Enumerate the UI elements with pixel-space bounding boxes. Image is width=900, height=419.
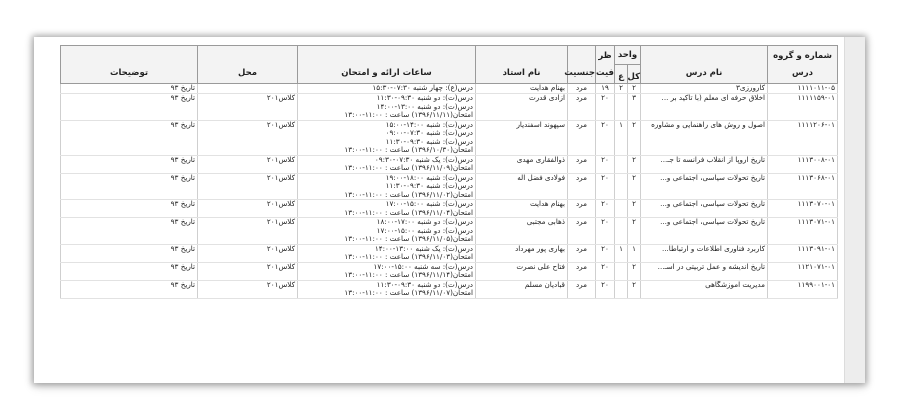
units-total-cell: ۲ (628, 262, 641, 280)
course-code-cell: ۱۱۱۳۰۹۱-۰۱ (768, 244, 838, 262)
location-cell: کلاس۲۰۱ (198, 120, 298, 155)
course-name-cell: مدیریت آموزشگاهی (641, 280, 768, 298)
location-cell (198, 84, 298, 94)
schedule-cell (298, 200, 476, 218)
schedule-line: درس(ت): شنبه ۱۴:۰۰-۱۵:۰۰ (385, 120, 473, 129)
schedule-line: درس(ت): دو شنبه ۱۵:۰۰-۱۷:۰۰ (376, 225, 473, 235)
units-total-cell: ۲ (628, 155, 641, 173)
vertical-scrollbar-track[interactable] (844, 37, 865, 383)
gender-cell: مرد (568, 200, 596, 218)
location-cell: کلاس۲۰۱ (198, 173, 298, 200)
notes-cell: تاریخ ۹۳ (61, 218, 198, 245)
schedule-cell (298, 94, 476, 121)
table-row[interactable] (61, 244, 838, 262)
schedule-line: درس(ت): دو شنبه ۱۳:۰۰-۱۴:۰۰ (376, 101, 473, 111)
course-code-cell: ۱۱۱۳۰۷۱-۰۱ (768, 218, 838, 245)
units-practical-cell (615, 200, 628, 218)
course-name-cell: تاریخ تحولات سیاسی، اجتماعی و... (641, 200, 768, 218)
location-cell: کلاس۲۰۱ (198, 94, 298, 121)
header-location: محل (198, 46, 298, 84)
capacity-cell: ۲۰ (596, 262, 615, 280)
header-gender: جنسیت (568, 46, 596, 84)
course-name-cell: تاریخ اندیشه و عمل تربیتی در اسـ... (641, 262, 768, 280)
schedule-line: امتحان(۱۳۹۶/۱۱/۰۹) ساعت : ۱۱:۰۰-۱۳:۰۰ (344, 163, 473, 172)
notes-cell: تاریخ ۹۳ (61, 244, 198, 262)
location-cell: کلاس۲۰۱ (198, 200, 298, 218)
instructor-cell: بهنام هدایت (476, 84, 568, 94)
course-name-cell: کارورزی۳ (641, 84, 768, 94)
notes-cell: تاریخ ۹۳ (61, 155, 198, 173)
schedule-line: درس(ت): شنبه ۰۹:۳۰-۱۱:۳۰ (385, 136, 473, 146)
table-row[interactable] (61, 84, 838, 94)
schedule-cell (298, 218, 476, 245)
capacity-cell: ۲۰ (596, 94, 615, 121)
header-instructor: نام استاد (476, 46, 568, 84)
schedule-line: درس(ت): شنبه ۰۷:۳۰-۰۹:۰۰ (385, 128, 473, 137)
table-row[interactable] (61, 155, 838, 173)
capacity-cell: ۲۰ (596, 244, 615, 262)
gender-cell: مرد (568, 94, 596, 121)
course-name-cell: اخلاق حرفه ای معلم (با تاکید بر ... (641, 94, 768, 121)
instructor-cell: ذوالفقاری مهدی (476, 155, 568, 173)
schedule-line: امتحان(۱۳۹۶/۱۰/۳۰) ساعت : ۱۱:۰۰-۱۳:۰۰ (344, 145, 473, 154)
units-total-cell: ۲ (628, 218, 641, 245)
header-units-total: کل (628, 65, 641, 84)
schedule-line: درس(ت): یک شنبه ۰۷:۳۰-۰۹:۳۰ (374, 155, 473, 164)
schedule-cell (298, 262, 476, 280)
schedule-line: امتحان(۱۳۹۶/۱۱/۰۵) ساعت : ۱۱:۰۰-۱۳:۰۰ (344, 234, 473, 243)
notes-cell: تاریخ ۹۳ (61, 280, 198, 298)
header-units-practical: ع (615, 65, 628, 84)
schedule-line: درس(ت): شنبه ۱۸:۰۰-۱۹:۰۰ (385, 173, 473, 182)
schedule-line: درس(ت): دو شنبه ۰۹:۳۰-۱۱:۳۰ (376, 280, 473, 289)
table-row[interactable] (61, 262, 838, 280)
location-cell: کلاس۲۰۱ (198, 262, 298, 280)
course-offerings-sheet (34, 37, 865, 383)
gender-cell: مرد (568, 244, 596, 262)
units-total-cell: ۲ (628, 200, 641, 218)
units-total-cell: ۲ (628, 120, 641, 155)
schedule-line: درس(ت): یک شنبه ۱۳:۰۰-۱۴:۰۰ (374, 244, 473, 253)
notes-cell: تاریخ ۹۳ (61, 262, 198, 280)
capacity-cell: ۲۰ (596, 200, 615, 218)
course-name-cell: اصول و روش های راهنمایی و مشاوره (641, 120, 768, 155)
schedule-line: درس(ع): چهار شنبه ۰۷:۳۰-۱۵:۳۰ (372, 83, 473, 92)
header-schedule: ساعات ارائه و امتحان (298, 46, 476, 84)
gender-cell: مرد (568, 120, 596, 155)
header-units: واحد (615, 46, 641, 65)
capacity-cell: ۲۰ (596, 218, 615, 245)
gender-cell: مرد (568, 218, 596, 245)
gender-cell: مرد (568, 84, 596, 94)
units-practical-cell (615, 262, 628, 280)
schedule-cell (298, 244, 476, 262)
schedule-line: امتحان(۱۳۹۶/۱۱/۰۷) ساعت : ۱۱:۰۰-۱۳:۰۰ (344, 288, 473, 297)
course-name-cell: تاریخ اروپا از انقلاب فرانسه تا جـ... (641, 155, 768, 173)
table-row[interactable] (61, 173, 838, 200)
units-practical-cell: ۲ (615, 84, 628, 94)
location-cell: کلاس۲۰۱ (198, 244, 298, 262)
gender-cell: مرد (568, 280, 596, 298)
course-name-cell: تاریخ تحولات سیاسی، اجتماعی و... (641, 218, 768, 245)
course-name-cell: کاربرد فناوری اطلاعات و ارتباطا... (641, 244, 768, 262)
units-practical-cell (615, 218, 628, 245)
schedule-line: درس(ت): دو شنبه ۱۷:۰۰-۱۸:۰۰ (376, 217, 473, 226)
location-cell: کلاس۲۰۱ (198, 218, 298, 245)
schedule-line: درس(ت): شنبه ۱۵:۰۰-۱۷:۰۰ (385, 199, 473, 208)
instructor-cell: بهاری پور مهرداد (476, 244, 568, 262)
schedule-line: امتحان(۱۳۹۶/۱۱/۰۴) ساعت : ۱۱:۰۰-۱۳:۰۰ (344, 207, 473, 217)
gender-cell: مرد (568, 173, 596, 200)
instructor-cell: فولادی فضل اله (476, 173, 568, 200)
course-code-cell: ۱۱۱۳۰۰۸-۰۱ (768, 155, 838, 173)
schedule-line: امتحان(۱۳۹۶/۱۱/۱۴) ساعت : ۱۱:۰۰-۱۳:۰۰ (344, 270, 473, 279)
table-row[interactable] (61, 218, 838, 245)
course-code-cell: ۱۱۱۱۱۵۹-۰۱ (768, 94, 838, 121)
units-practical-cell: ۱ (615, 120, 628, 155)
capacity-cell: ۲۰ (596, 155, 615, 173)
capacity-cell: ۲۰ (596, 280, 615, 298)
course-code-cell: ۱۱۱۱۲۰۶-۰۱ (768, 120, 838, 155)
schedule-line: درس(ت): شنبه ۰۹:۳۰-۱۱:۳۰ (385, 181, 473, 190)
instructor-cell: آزادی قدرت (476, 94, 568, 121)
schedule-line: امتحان(۱۳۹۶/۱۱/۰۳) ساعت : ۱۱:۰۰-۱۳:۰۰ (344, 252, 473, 261)
schedule-cell (298, 120, 476, 155)
location-cell: کلاس۲۰۱ (198, 155, 298, 173)
schedule-cell (298, 280, 476, 298)
instructor-cell: فتاح علی نصرت (476, 262, 568, 280)
notes-cell: تاریخ ۹۳ (61, 84, 198, 94)
units-total-cell: ۲ (628, 280, 641, 298)
location-cell: کلاس۲۰۱ (198, 280, 298, 298)
capacity-cell: ۲۰ (596, 120, 615, 155)
header-notes: توضیحات (61, 46, 198, 84)
course-code-cell: ۱۱۱۳۰۶۸-۰۱ (768, 173, 838, 200)
course-code-cell: ۱۱۱۳۰۷۰-۰۱ (768, 200, 838, 218)
course-table (60, 45, 838, 299)
units-total-cell: ۱ (628, 244, 641, 262)
instructor-cell: ذهابی مجتبی (476, 218, 568, 245)
schedule-line: امتحان(۱۳۹۶/۱۱/۰۲) ساعت : ۱۱:۰۰-۱۳:۰۰ (344, 189, 473, 199)
notes-cell: تاریخ ۹۳ (61, 173, 198, 200)
table-row[interactable] (61, 200, 838, 218)
schedule-line: درس(ت): سه شنبه ۱۵:۰۰-۱۷:۰۰ (373, 262, 473, 271)
capacity-cell: ۲۰ (596, 173, 615, 200)
schedule-line: امتحان(۱۳۹۶/۱۱/۱۱) ساعت : ۱۱:۰۰-۱۳:۰۰ (344, 110, 473, 119)
schedule-line: درس(ت): دو شنبه ۰۹:۳۰-۱۱:۳۰ (376, 93, 473, 102)
header-capacity: ظر فیت (596, 46, 615, 84)
schedule-cell (298, 155, 476, 173)
notes-cell: تاریخ ۹۳ (61, 200, 198, 218)
notes-cell: تاریخ ۹۳ (61, 120, 198, 155)
units-practical-cell (615, 155, 628, 173)
units-total-cell: ۲ (628, 84, 641, 94)
schedule-cell (298, 173, 476, 200)
instructor-cell: قبادیان مسلم (476, 280, 568, 298)
notes-cell: تاریخ ۹۳ (61, 94, 198, 121)
header-code-group: شماره و گروه درس (768, 46, 838, 84)
units-practical-cell (615, 94, 628, 121)
schedule-cell (298, 84, 476, 94)
course-code-cell: ۱۱۹۹۰۰۱-۰۱ (768, 280, 838, 298)
header-course-name: نام درس (641, 46, 768, 84)
table-row[interactable] (61, 94, 838, 121)
instructor-cell: سپهوند اسفندیار (476, 120, 568, 155)
instructor-cell: بهنام هدایت (476, 200, 568, 218)
capacity-cell: ۱۹ (596, 84, 615, 94)
table-row[interactable] (61, 120, 838, 155)
units-practical-cell: ۱ (615, 244, 628, 262)
course-code-cell: ۱۱۲۱۰۷۱-۰۱ (768, 262, 838, 280)
units-total-cell: ۲ (628, 173, 641, 200)
course-code-cell: ۱۱۱۱۰۱۱-۰۵ (768, 84, 838, 94)
table-row[interactable] (61, 280, 838, 298)
units-total-cell: ۳ (628, 94, 641, 121)
course-name-cell: تاریخ تحولات سیاسی، اجتماعی و... (641, 173, 768, 200)
gender-cell: مرد (568, 155, 596, 173)
units-practical-cell (615, 173, 628, 200)
gender-cell: مرد (568, 262, 596, 280)
units-practical-cell (615, 280, 628, 298)
